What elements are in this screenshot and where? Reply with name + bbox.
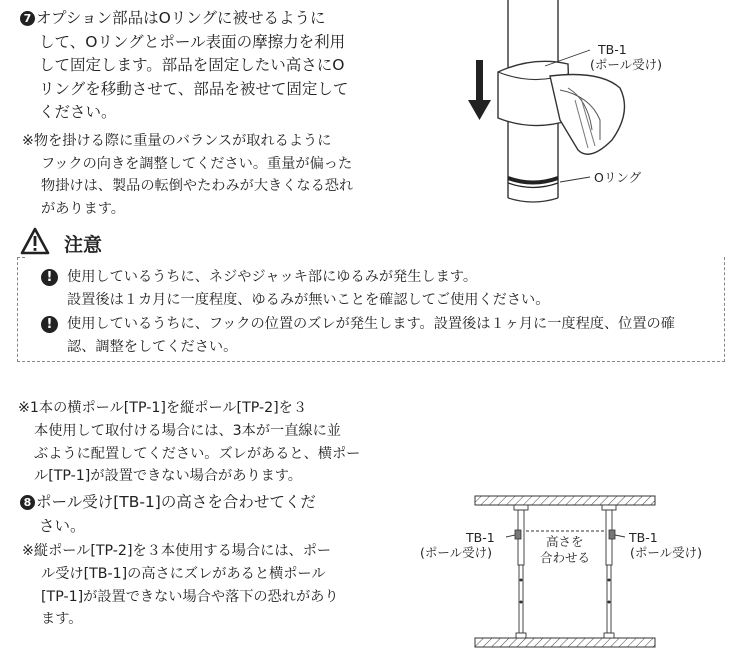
note-line: ます。 bbox=[41, 611, 83, 628]
o-ring-label: Oリング bbox=[594, 170, 642, 185]
note-line: ※縦ポール[TP-2]を３本使用する場合には、ポー bbox=[22, 543, 332, 559]
note-mark: ※ bbox=[18, 400, 30, 416]
note-line: ぶように配置してください。ズレがあると、横ポー bbox=[34, 445, 361, 462]
note-line: ル受け[TB-1]の高さにズレがあると横ポール bbox=[41, 565, 326, 582]
tb-1-sublabel: (ポール受け) bbox=[590, 57, 663, 72]
step-8-line: 8 ポール受け[TB-1]の高さを合わせてくだ bbox=[20, 491, 390, 515]
tp-note bbox=[18, 397, 390, 488]
exclamation-circle-icon: ! bbox=[41, 269, 58, 286]
note-line: ※物を掛ける際に重量のバランスが取れるように bbox=[22, 133, 332, 149]
leader-line bbox=[506, 535, 515, 537]
align-height-label-1: 高さを bbox=[546, 534, 584, 549]
warning-triangle-icon bbox=[20, 227, 50, 255]
step-7-note bbox=[22, 130, 394, 220]
note-line: があります。 bbox=[41, 200, 125, 217]
step-8-note bbox=[22, 540, 394, 631]
leader-line bbox=[560, 177, 590, 182]
left-tb-1-label: TB-1 bbox=[466, 530, 495, 545]
down-arrow-icon bbox=[468, 60, 491, 120]
step-8-instructions bbox=[20, 491, 390, 538]
step-7-line: して、Oリングとポール表面の摩擦力を利用 bbox=[39, 32, 346, 51]
note-mark: ※ bbox=[22, 133, 34, 149]
step-7-line: して固定します。部品を固定したい高さにO bbox=[39, 56, 345, 74]
note-line: [TP-1]が設置できない場合や落下の恐れがあり bbox=[41, 588, 339, 605]
align-height-label-2: 合わせる bbox=[540, 550, 591, 565]
left-tb-1-sublabel: (ポール受け) bbox=[420, 545, 493, 560]
left-tb-1 bbox=[515, 530, 521, 539]
o-ring bbox=[508, 178, 558, 188]
ceiling bbox=[475, 496, 655, 505]
step-7-line: リングを移動させて、部品を被せて固定して bbox=[39, 79, 349, 98]
right-pole bbox=[602, 505, 616, 638]
note-line: フックの向きを調整してください。重量が偏った bbox=[41, 155, 353, 172]
left-pole bbox=[514, 505, 528, 638]
note-line: 物掛けは、製品の転倒やたわみが大きくなる恐れ bbox=[41, 178, 354, 194]
right-tb-1-label: TB-1 bbox=[629, 530, 658, 545]
height-alignment-figure bbox=[470, 490, 660, 660]
right-tb-1-sublabel: (ポール受け) bbox=[630, 545, 703, 560]
note-line: ル[TP-1]が設置できない場合があります。 bbox=[34, 468, 302, 485]
note-mark: ※ bbox=[22, 543, 34, 559]
tb-1-part bbox=[498, 61, 625, 154]
step-7-line: 7 オプション部品はOリングに被せるように bbox=[20, 7, 390, 31]
exclamation-circle-icon: ! bbox=[41, 316, 58, 333]
caution-item: ! 使用しているうちに、ネジやジャッキ部にゆるみが発生します。 設置後は１カ月に一度程度、ゆるみが無いことを確認してご使用ください。 bbox=[41, 266, 747, 312]
right-tb-1 bbox=[609, 530, 615, 539]
caution-item: ! 使用しているうちに、フックの位置のズレが発生します。設置後は１ヶ月に一度程度、位置の確 認、調整をしてください。 bbox=[41, 313, 747, 359]
caution-title: 注意 bbox=[64, 234, 103, 256]
note-line: ※1本の横ポール[TP-1]を縦ポール[TP-2]を３ bbox=[18, 400, 308, 416]
step-7-line: ください。 bbox=[39, 103, 117, 121]
tb-1-label: TB-1 bbox=[598, 42, 627, 57]
step-8-line: さい。 bbox=[39, 516, 86, 535]
o-ring-figure bbox=[450, 0, 740, 220]
leader-line bbox=[615, 535, 625, 537]
step-7-instructions bbox=[20, 7, 390, 125]
step-number-badge: 8 bbox=[20, 495, 35, 510]
note-line: 本使用して取付ける場合には、3本が一直線に並 bbox=[34, 422, 341, 439]
floor bbox=[475, 638, 655, 647]
step-number-badge: 7 bbox=[20, 11, 35, 26]
